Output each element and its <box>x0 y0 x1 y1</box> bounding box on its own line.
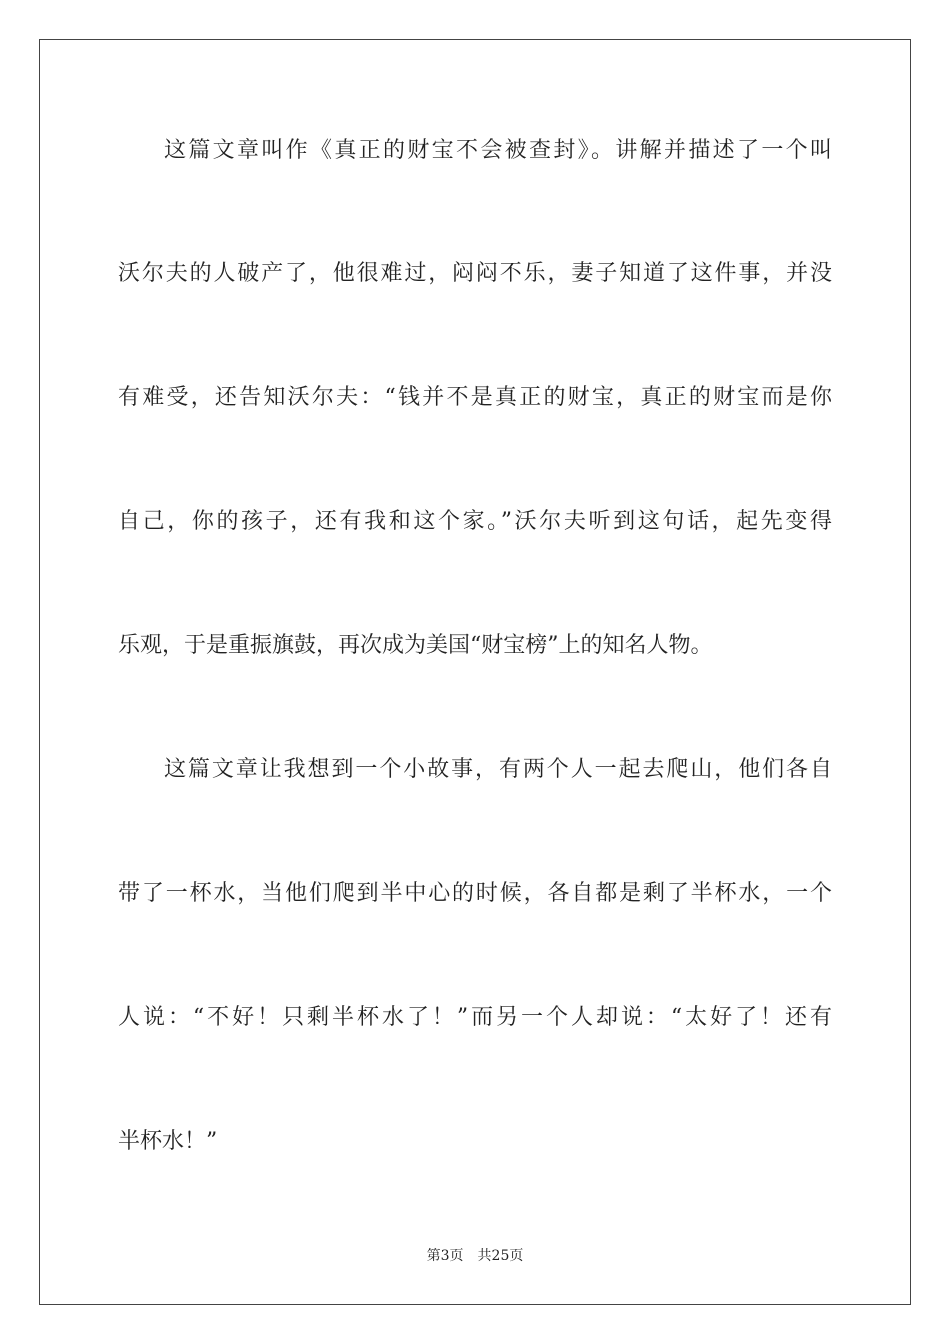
page-total: 共25页 <box>477 1248 524 1264</box>
paragraph-2-line-4: 半杯水！” <box>118 1129 218 1154</box>
paragraph-1-line-3: 有难受，还告知沃尔夫：“钱并不是真正的财宝，真正的财宝而是你 <box>118 385 832 410</box>
paragraph-1-line-5: 乐观，于是重振旗鼓，再次成为美国“财宝榜”上的知名人物。 <box>118 633 713 658</box>
paragraph-1-line-4: 自己，你的孩子，还有我和这个家。”沃尔夫听到这句话，起先变得 <box>118 509 832 534</box>
paragraph-1-line-2: 沃尔夫的人破产了，他很难过，闷闷不乐，妻子知道了这件事，并没 <box>118 261 832 286</box>
paragraph-2-line-1: 这篇文章让我想到一个小故事，有两个人一起去爬山，他们各自 <box>164 757 832 782</box>
page-frame <box>39 39 911 1305</box>
page-number: 第3页 <box>426 1248 464 1264</box>
paragraph-2-line-2: 带了一杯水，当他们爬到半中心的时候，各自都是剩了半杯水，一个 <box>118 881 832 906</box>
paragraph-2-line-3: 人说：“不好！只剩半杯水了！”而另一个人却说：“太好了！还有 <box>118 1005 832 1030</box>
paragraph-1-line-1: 这篇文章叫作《真正的财宝不会被查封》。讲解并描述了一个叫 <box>164 138 832 163</box>
page-footer <box>0 1246 950 1266</box>
